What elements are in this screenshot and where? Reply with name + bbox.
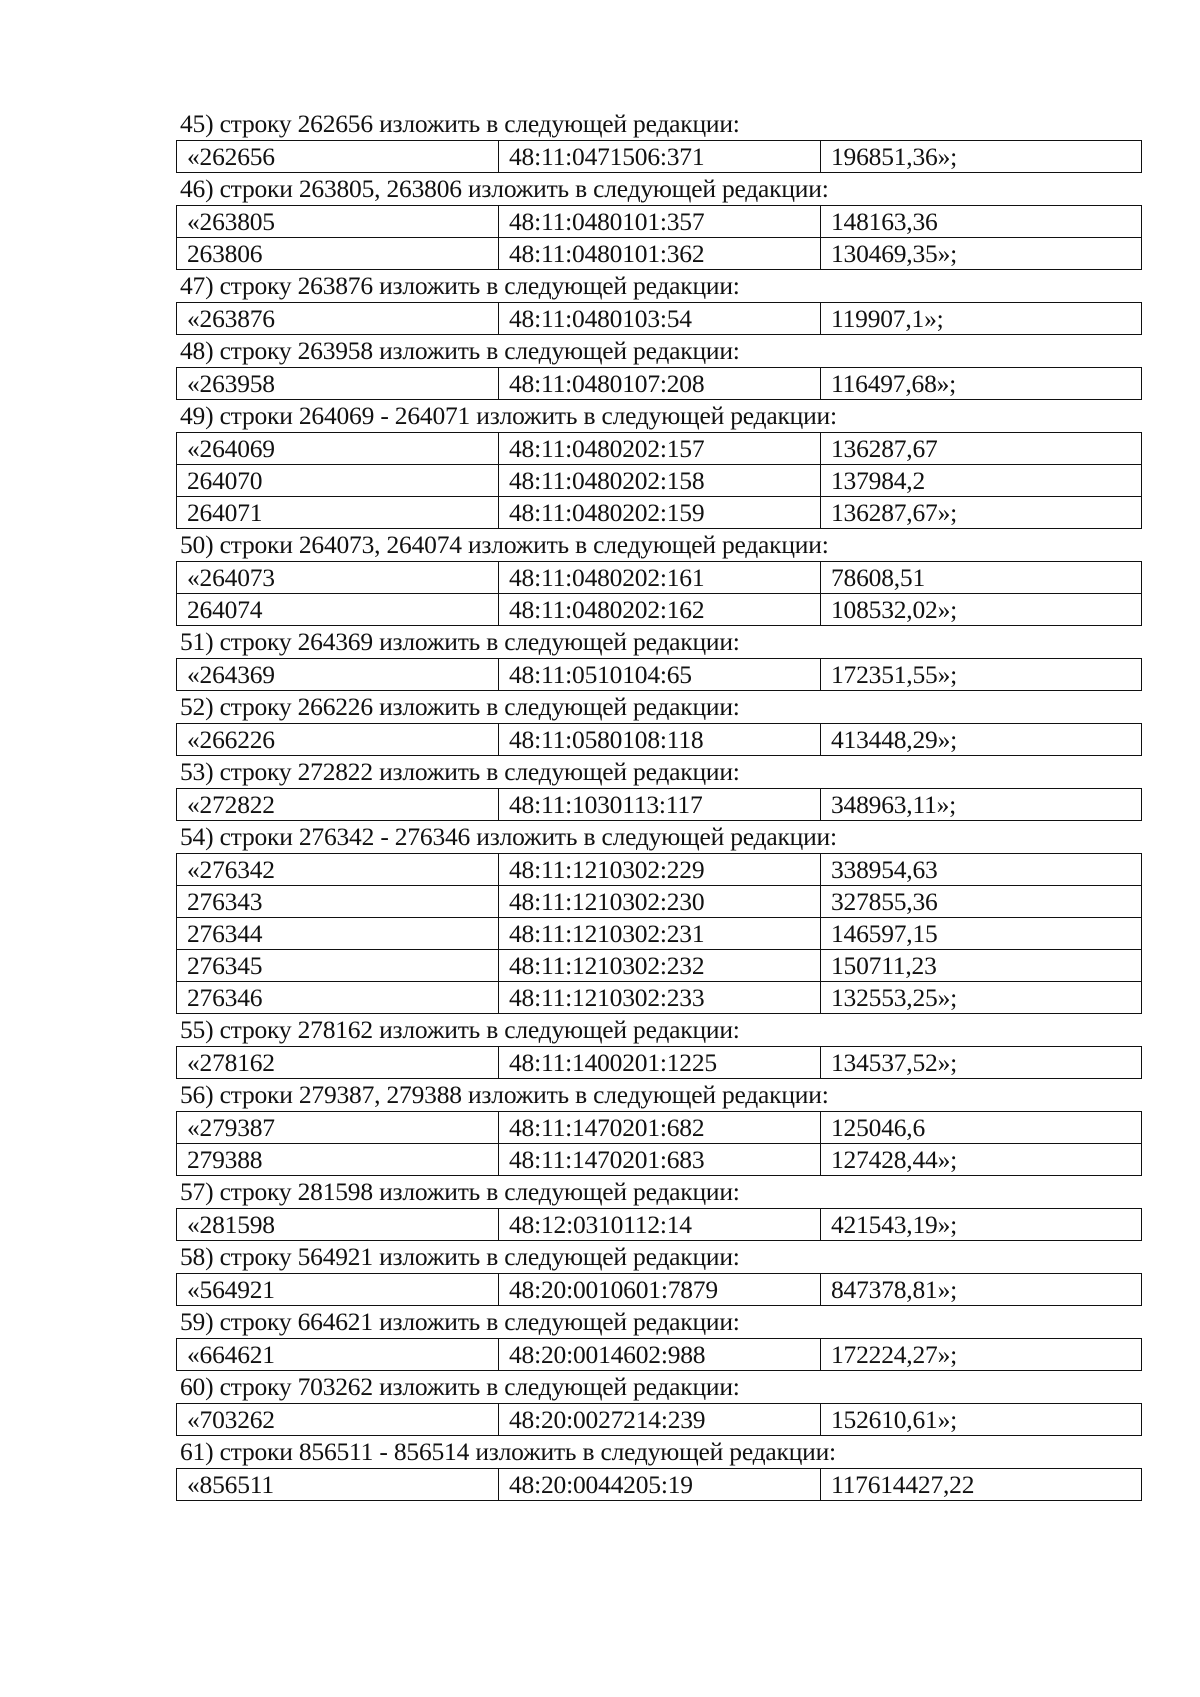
amendment-heading: 45) строку 262656 изложить в следующей редакции: — [180, 109, 740, 138]
amendment-heading: 49) строки 264069 - 264071 изложить в следующей редакции: — [180, 401, 837, 430]
cadastral-value-cell: 146597,15 — [821, 918, 1142, 950]
amendment-heading: 61) строки 856511 - 856514 изложить в следующей редакции: — [180, 1437, 836, 1466]
row-number-cell: «703262 — [177, 1404, 499, 1436]
cadastral-number-cell: 48:11:1210302:232 — [499, 950, 821, 982]
cadastral-value-cell: 130469,35»; — [821, 238, 1142, 270]
table-row — [177, 1469, 1142, 1501]
amendment-heading: 58) строку 564921 изложить в следующей редакции: — [180, 1242, 740, 1271]
row-number-cell: «279387 — [177, 1112, 499, 1144]
amendment-section — [176, 821, 1146, 1014]
amendment-section — [176, 1436, 1146, 1501]
cadastral-number-cell: 48:11:0480202:159 — [499, 497, 821, 529]
cadastral-value-cell: 134537,52»; — [821, 1047, 1142, 1079]
table-row — [177, 141, 1142, 173]
table-row — [177, 1404, 1142, 1436]
amendment-table — [176, 1273, 1142, 1306]
amendment-table — [176, 205, 1142, 270]
row-number-cell: «278162 — [177, 1047, 499, 1079]
table-row — [177, 1144, 1142, 1176]
cadastral-number-cell: 48:11:0480103:54 — [499, 303, 821, 335]
amendment-heading: 48) строку 263958 изложить в следующей редакции: — [180, 336, 740, 365]
cadastral-value-cell: 348963,11»; — [821, 789, 1142, 821]
row-number-cell: 264074 — [177, 594, 499, 626]
cadastral-number-cell: 48:11:0510104:65 — [499, 659, 821, 691]
cadastral-value-cell: 137984,2 — [821, 465, 1142, 497]
table-row — [177, 594, 1142, 626]
cadastral-value-cell: 125046,6 — [821, 1112, 1142, 1144]
cadastral-number-cell: 48:11:1210302:233 — [499, 982, 821, 1014]
amendment-section — [176, 1241, 1146, 1306]
cadastral-number-cell: 48:11:0471506:371 — [499, 141, 821, 173]
table-row — [177, 465, 1142, 497]
cadastral-value-cell: 196851,36»; — [821, 141, 1142, 173]
cadastral-number-cell: 48:20:0014602:988 — [499, 1339, 821, 1371]
amendment-section — [176, 1371, 1146, 1436]
table-row — [177, 206, 1142, 238]
row-number-cell: 264070 — [177, 465, 499, 497]
cadastral-value-cell: 117614427,22 — [821, 1469, 1142, 1501]
cadastral-value-cell: 132553,25»; — [821, 982, 1142, 1014]
table-row — [177, 918, 1142, 950]
cadastral-value-cell: 172351,55»; — [821, 659, 1142, 691]
amendment-table — [176, 140, 1142, 173]
table-row — [177, 886, 1142, 918]
cadastral-value-cell: 78608,51 — [821, 562, 1142, 594]
row-number-cell: «266226 — [177, 724, 499, 756]
document-page — [176, 108, 1146, 1501]
amendment-section — [176, 400, 1146, 529]
row-number-cell: 276344 — [177, 918, 499, 950]
row-number-cell: 276346 — [177, 982, 499, 1014]
amendment-heading: 56) строки 279387, 279388 изложить в следующей редакции: — [180, 1080, 829, 1109]
cadastral-number-cell: 48:20:0044205:19 — [499, 1469, 821, 1501]
cadastral-value-cell: 338954,63 — [821, 854, 1142, 886]
row-number-cell: 276343 — [177, 886, 499, 918]
amendment-table — [176, 302, 1142, 335]
row-number-cell: «564921 — [177, 1274, 499, 1306]
table-row — [177, 368, 1142, 400]
cadastral-value-cell: 152610,61»; — [821, 1404, 1142, 1436]
cadastral-number-cell: 48:11:0480202:157 — [499, 433, 821, 465]
row-number-cell: «263805 — [177, 206, 499, 238]
cadastral-number-cell: 48:11:0580108:118 — [499, 724, 821, 756]
table-row — [177, 497, 1142, 529]
table-row — [177, 724, 1142, 756]
cadastral-value-cell: 150711,23 — [821, 950, 1142, 982]
amendment-section — [176, 1176, 1146, 1241]
amendment-section — [176, 691, 1146, 756]
cadastral-number-cell: 48:20:0010601:7879 — [499, 1274, 821, 1306]
row-number-cell: «264069 — [177, 433, 499, 465]
amendment-section — [176, 1014, 1146, 1079]
table-row — [177, 562, 1142, 594]
table-row — [177, 1047, 1142, 1079]
amendment-table — [176, 367, 1142, 400]
cadastral-value-cell: 108532,02»; — [821, 594, 1142, 626]
cadastral-number-cell: 48:11:0480202:161 — [499, 562, 821, 594]
row-number-cell: «262656 — [177, 141, 499, 173]
amendment-section — [176, 108, 1146, 173]
amendment-heading: 53) строку 272822 изложить в следующей редакции: — [180, 757, 740, 786]
cadastral-value-cell: 421543,19»; — [821, 1209, 1142, 1241]
cadastral-number-cell: 48:11:0480202:162 — [499, 594, 821, 626]
amendment-heading: 51) строку 264369 изложить в следующей редакции: — [180, 627, 740, 656]
amendment-table — [176, 432, 1142, 529]
row-number-cell: 279388 — [177, 1144, 499, 1176]
amendment-table — [176, 1111, 1142, 1176]
cadastral-value-cell: 119907,1»; — [821, 303, 1142, 335]
table-row — [177, 238, 1142, 270]
amendment-heading: 59) строку 664621 изложить в следующей редакции: — [180, 1307, 740, 1336]
table-row — [177, 1274, 1142, 1306]
amendment-table — [176, 561, 1142, 626]
cadastral-value-cell: 127428,44»; — [821, 1144, 1142, 1176]
amendment-heading: 46) строки 263805, 263806 изложить в следующей редакции: — [180, 174, 829, 203]
cadastral-number-cell: 48:11:1210302:229 — [499, 854, 821, 886]
amendment-heading: 50) строки 264073, 264074 изложить в следующей редакции: — [180, 530, 829, 559]
amendment-table — [176, 1468, 1142, 1501]
row-number-cell: «264073 — [177, 562, 499, 594]
amendment-heading: 55) строку 278162 изложить в следующей редакции: — [180, 1015, 740, 1044]
table-row — [177, 789, 1142, 821]
row-number-cell: 276345 — [177, 950, 499, 982]
cadastral-number-cell: 48:11:1470201:682 — [499, 1112, 821, 1144]
cadastral-value-cell: 172224,27»; — [821, 1339, 1142, 1371]
amendment-heading: 60) строку 703262 изложить в следующей редакции: — [180, 1372, 740, 1401]
amendment-heading: 57) строку 281598 изложить в следующей редакции: — [180, 1177, 740, 1206]
row-number-cell: «856511 — [177, 1469, 499, 1501]
cadastral-number-cell: 48:11:0480101:362 — [499, 238, 821, 270]
cadastral-value-cell: 327855,36 — [821, 886, 1142, 918]
cadastral-number-cell: 48:11:0480107:208 — [499, 368, 821, 400]
amendment-table — [176, 658, 1142, 691]
amendment-table — [176, 723, 1142, 756]
row-number-cell: 264071 — [177, 497, 499, 529]
cadastral-value-cell: 413448,29»; — [821, 724, 1142, 756]
amendment-section — [176, 1079, 1146, 1176]
amendment-section — [176, 173, 1146, 270]
row-number-cell: «664621 — [177, 1339, 499, 1371]
cadastral-value-cell: 136287,67»; — [821, 497, 1142, 529]
table-row — [177, 303, 1142, 335]
cadastral-number-cell: 48:20:0027214:239 — [499, 1404, 821, 1436]
cadastral-value-cell: 136287,67 — [821, 433, 1142, 465]
table-row — [177, 982, 1142, 1014]
amendment-table — [176, 1208, 1142, 1241]
cadastral-number-cell: 48:11:1210302:230 — [499, 886, 821, 918]
cadastral-value-cell: 116497,68»; — [821, 368, 1142, 400]
amendment-section — [176, 756, 1146, 821]
cadastral-number-cell: 48:12:0310112:14 — [499, 1209, 821, 1241]
cadastral-number-cell: 48:11:1210302:231 — [499, 918, 821, 950]
row-number-cell: «263958 — [177, 368, 499, 400]
cadastral-number-cell: 48:11:1400201:1225 — [499, 1047, 821, 1079]
table-row — [177, 659, 1142, 691]
cadastral-number-cell: 48:11:0480202:158 — [499, 465, 821, 497]
amendment-section — [176, 1306, 1146, 1371]
amendment-table — [176, 1403, 1142, 1436]
amendment-heading: 47) строку 263876 изложить в следующей редакции: — [180, 271, 740, 300]
cadastral-number-cell: 48:11:1470201:683 — [499, 1144, 821, 1176]
amendment-table — [176, 1046, 1142, 1079]
table-row — [177, 950, 1142, 982]
row-number-cell: «264369 — [177, 659, 499, 691]
table-row — [177, 1209, 1142, 1241]
amendment-table — [176, 788, 1142, 821]
table-row — [177, 854, 1142, 886]
row-number-cell: «263876 — [177, 303, 499, 335]
amendment-section — [176, 270, 1146, 335]
table-row — [177, 1339, 1142, 1371]
row-number-cell: «276342 — [177, 854, 499, 886]
row-number-cell: 263806 — [177, 238, 499, 270]
cadastral-value-cell: 148163,36 — [821, 206, 1142, 238]
amendment-section — [176, 335, 1146, 400]
row-number-cell: «281598 — [177, 1209, 499, 1241]
amendment-section — [176, 626, 1146, 691]
table-row — [177, 433, 1142, 465]
cadastral-number-cell: 48:11:0480101:357 — [499, 206, 821, 238]
amendment-table — [176, 853, 1142, 1014]
amendment-table — [176, 1338, 1142, 1371]
amendment-heading: 54) строки 276342 - 276346 изложить в следующей редакции: — [180, 822, 837, 851]
amendment-section — [176, 529, 1146, 626]
row-number-cell: «272822 — [177, 789, 499, 821]
amendment-heading: 52) строку 266226 изложить в следующей редакции: — [180, 692, 740, 721]
table-row — [177, 1112, 1142, 1144]
cadastral-value-cell: 847378,81»; — [821, 1274, 1142, 1306]
cadastral-number-cell: 48:11:1030113:117 — [499, 789, 821, 821]
